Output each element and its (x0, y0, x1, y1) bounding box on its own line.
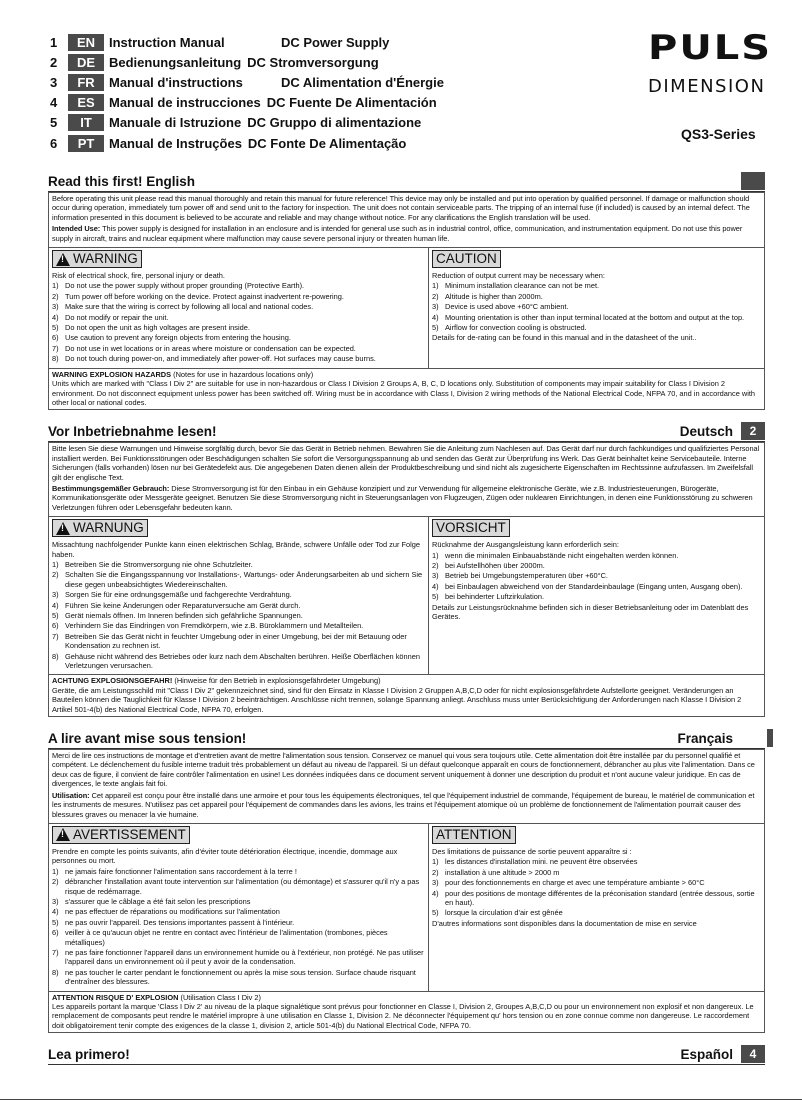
intended-use-text: This power supply is designed for installation in an enclosure and is intended for general use such as in industrial control, office, communication, and instrumentation equipment. Do not use this power supply in aircraft, trains and nuclear equipment where malfunction may cause severe personal injury or threaten human life. (52, 224, 743, 243)
logo-main: PULS (648, 28, 773, 68)
manual-title-row (50, 134, 406, 152)
intro-text (49, 193, 764, 248)
list-item: 4) Mounting orientation is other than input terminal located at the bottom and output at the top. (432, 312, 745, 322)
list-item: 5) lorsque la circulation d'air est gênée (432, 908, 563, 918)
sections (48, 174, 765, 1104)
intended-use (52, 224, 761, 243)
intro-paragraph: Bitte lesen Sie diese Warnungen und Hinweise sorgfältig durch, bevor Sie das Gerät in Betrieb nehmen. Bewahren Sie die Anleitung zum Nachlesen auf. Das Gerät darf nur durch fachkundiges und qualifiziertes Personal installiert werden. Bei Funktionsstörungen oder Beschädigungen schalten Sie sofort die Versorgungsspannung ab und senden das Gerät zur Überprüfung ins Werk. Das Gerät beinhaltet keine Servicebauteile. Interne Sicherungen (falls vorhanden) lösen nur bei Gerätedefekt aus. Die angegebenen Daten dienen allein der Produktbeschreibung und sind nicht als zugesicherte Eigenschaften im Rechtssinne aufzufassen. Im Zweifelsfall gilt der englische Text. (52, 444, 760, 482)
intended-use-label: Bestimmungsgemäßer Gebrauch: (52, 483, 170, 493)
section-title-de (48, 424, 765, 442)
list-item: 8) ne pas toucher le carter pendant le fonctionnement ou après la mise sous tension. Surface chaude risquant d'entraîner des blessures. (52, 967, 416, 987)
list-item: 3) pour des fonctionnements en charge et avec une température ambiante > 60°C (432, 878, 705, 888)
manual-subtitle: DC Gruppo di alimentazione (247, 114, 422, 130)
caution-outro: Details zur Leistungsrücknahme befinden sich in dieser Betriebsanleitung oder im Datenblatt des Gerätes. (432, 602, 749, 621)
manual-title: Instruction Manual (109, 34, 225, 50)
intro-text (49, 443, 764, 517)
list-item: 5) Airflow for convection cooling is obstructed. (432, 323, 587, 333)
list-item: 2) débrancher l'installation avant toute intervention sur l'alimentation (ou démontage) et s'assurer qu'il n'y a pas risque de redémarrage. (52, 877, 420, 896)
list-item: 8) Do not touch during power-on, and immediately after power-off. Hot surfaces may cause burns. (52, 354, 376, 364)
section-title-fr (48, 731, 765, 749)
list-item: 6) Verhindern Sie das Eindringen von Fremdkörpern, wie z.B. Büroklammern und Metallteilen. (52, 621, 364, 631)
explosion-warning (49, 369, 764, 410)
caution-label: ATTENTION (432, 826, 516, 844)
list-item: 3) Make sure that the wiring is correct by following all local and national codes. (52, 302, 314, 312)
warning-intro: Missachtung nachfolgender Punkte kann einen elektrischen Schlag, Brände, schwere Unfälle oder Tod zur Folge haben. (52, 540, 420, 559)
intended-use-text: Diese Stromversorgung ist für den Einbau in ein Gehäuse konzipiert und zur Verwendung für allgemeine elektronische Geräte, wie z.B. Industriesteuerungen, Bürogeräte, Kommunikationsgeräte oder Messgeräte geeignet. Benutzen Sie diese Stromversorgung nicht in Steuerungsanlagen von Flugzeugen, Zügen oder nuklearen Einrichtungen, in denen eine Funktionsstörung zu schweren Verletzungen führen oder Lebensgefahr bedeuten kann. (52, 483, 753, 512)
explosion-label: ATTENTION RISQUE D' EXPLOSION (52, 992, 179, 1002)
manual-title: Manual de instrucciones (109, 94, 261, 110)
explosion-label: WARNING EXPLOSION HAZARDS (52, 369, 172, 379)
list-item: 2) bei Aufstellhöhen über 2000m. (432, 560, 545, 570)
manual-title: Manual de Instruções (109, 135, 242, 151)
manual-subtitle: DC Stromversorgung (247, 54, 379, 70)
row-number: 2 (50, 54, 58, 70)
warning-triangle-icon (56, 253, 70, 266)
intended-use (52, 791, 761, 819)
caution-outro: Details for de-rating can be found in this manual and in the datasheet of the unit.. (432, 333, 697, 343)
language-badge: DE (68, 54, 104, 71)
language-badge: ES (68, 94, 104, 111)
list-item: 1) les distances d'installation mini. ne peuvent être observées (432, 857, 638, 867)
intended-use-label: Intended Use: (52, 224, 101, 234)
row-number: 6 (50, 135, 58, 151)
list-item: 1) Do not use the power supply without proper grounding (Protective Earth). (52, 281, 305, 291)
list-item: 5) Do not open the unit as high voltages are present inside. (52, 323, 250, 333)
logo-sub: DIMENSION (648, 76, 766, 97)
list-item: 2) installation à une altitude > 2000 m (432, 867, 560, 877)
safety-box-fr (48, 749, 765, 1033)
explosion-warning (49, 992, 764, 1033)
list-item: 3) Sorgen Sie für eine ordnungsgemäße und fachgerechte Verdrahtung. (52, 590, 292, 600)
list-item: 4) bei Einbaulagen abweichend von der Standardeinbaulage (Eingang unten, Ausgang oben). (432, 581, 743, 591)
manual-subtitle: DC Alimentation d'Énergie (281, 74, 444, 90)
list-item: 4) Führen Sie keine Änderungen oder Reparaturversuche am Gerät durch. (52, 600, 301, 610)
manual-title-row (50, 93, 437, 111)
page-marker: 2 (741, 422, 765, 440)
warning-column (49, 248, 429, 368)
explosion-warning (49, 675, 764, 716)
caution-list (432, 857, 761, 917)
row-number: 1 (50, 34, 58, 50)
list-item: 2) Schalten Sie die Eingangsspannung vor Installations-, Wartungs- oder Änderungsarbeiten ab und sichern Sie diese gegen unbeabsichtigtes Wiedereinschalten. (52, 570, 423, 589)
caution-label: VORSICHT (432, 519, 510, 537)
caution-intro: Rücknahme der Ausgangsleistung kann erforderlich sein: (432, 540, 619, 550)
manual-title: Manuale di Istruzione (109, 114, 242, 130)
list-item: 5) Gerät niemals öffnen. Im Inneren befinden sich gefährliche Spannungen. (52, 611, 303, 620)
manual-title-row (50, 113, 421, 131)
warning-column (49, 517, 429, 674)
list-item: 6) Use caution to prevent any foreign objects from entering the housing. (52, 333, 291, 343)
section-heading: Read this first! English (48, 174, 196, 189)
intended-use-label: Utilisation: (52, 790, 90, 800)
page-marker (741, 172, 765, 190)
manual-title-row (50, 73, 444, 91)
language-badge: EN (68, 34, 104, 51)
caution-intro: Des limitations de puissance de sortie peuvent apparaître si : (432, 846, 632, 856)
warning-list (52, 281, 425, 363)
warning-label: ! WARNUNG (52, 519, 148, 537)
language-label: Français (677, 731, 733, 747)
warning-column (49, 824, 429, 991)
intended-use-text: Cet appareil est conçu pour être installé dans une armoire et pour tous les équipements électroniques, tel que l'équipement industriel de commande, l'équipement de bureau, le matériel de communication et les instruments de mesures. N'utilisez pas cet appareil pour l'équipement de commandes dans les avions, les trains et l'équipement atomique où un problème de fonctionnement de l'alimentation pourrait causer des blessures graves ou menacer la vie humaine. (52, 790, 755, 819)
manual-subtitle: DC Power Supply (281, 34, 390, 50)
language-badge: PT (68, 135, 104, 152)
list-item: 3) s'assurer que le câblage a été fait selon les prescriptions (52, 896, 251, 906)
list-item: 3) Betrieb bei Umgebungstemperaturen über +60°C. (432, 571, 608, 581)
list-item: 6) veiller à ce qu'aucun objet ne rentre en contact avec l'intérieur de l'alimentation (trombones, pièces métalliques) (52, 928, 388, 947)
list-item: 4) Do not modify or repair the unit. (52, 312, 169, 322)
list-item: 1) ne jamais faire fonctionner l'alimentation sans raccordement à la terre ! (52, 866, 297, 876)
manual-title: Manual d'instructions (109, 74, 243, 90)
language-badge: FR (68, 74, 104, 91)
row-number: 4 (50, 94, 58, 110)
list-item: 7) ne pas faire fonctionner l'appareil dans un environnement humide ou à l'extérieur, non protégé. Ne pas utiliser l'appareil dans un environnement où il peut y avoir de la condensation. (52, 947, 424, 967)
section-heading: Vor Inbetriebnahme lesen! (48, 424, 217, 440)
explosion-note: (Hinweise für den Betrieb in explosionsgefährdeter Umgebung) (172, 676, 381, 686)
page-marker (767, 729, 773, 747)
manual-title: Bedienungsanleitung (109, 54, 242, 70)
explosion-text: Geräte, die am Leistungsschild mit "Class I Div 2" gekennzeichnet sind, sind für den Einsatz in Klasse I Division 2 Gruppen A,B,C,D oder für nicht explosionsgefährdete Aufstellorte geeignet. Veränderungen an Bauteilen können die Tauglichkeit für Klasse I Division 2 beeinträchtigen. Anschlüsse nicht trennen, solange Spannung anliegt. Anschluss muss unter Berücksichtigung der Anforderungen nach Klasse I Division 2 Artikel 501-4(b) des National Electrical Code, NFPA 70, erfolgen. (52, 685, 742, 714)
warning-triangle-icon (56, 828, 70, 841)
row-number: 3 (50, 74, 58, 90)
caution-list (432, 281, 761, 332)
list-item: 1) wenn die minimalen Einbauabstände nicht eingehalten werden können. (432, 550, 679, 560)
intro-text (49, 750, 764, 824)
caution-outro: D'autres informations sont disponibles dans la documentation de mise en service (432, 918, 697, 928)
section-heading: Lea primero! (48, 1047, 130, 1063)
warning-intro: Risk of electrical shock, fire, personal injury or death. (52, 271, 225, 281)
safety-box-en (48, 192, 765, 410)
intro-paragraph: Merci de lire ces instructions de montage et d'entretien avant de mettre l'alimentation sous tension. Conservez ce manuel qui vous sera toujours utile. Cette alimentation doit être installée par du personnel qualifié et compétent. Le déclenchement du fusible interne traduit très probablement un défaut au niveau de l'appareil. Si un défaut quelconque apparaît en cours de fonctionnement, débrancher au plus vite l'alimentation. Dans ce deux cas de figure, il convient de faire contrôler l'alimentation en usine! Les données indiquées dans ce document servent uniquement à donner une description du produit et n'ont aucune valeur juridique. En cas de divergences, le texte anglais fait foi. (52, 751, 755, 789)
warning-intro: Prendre en compte les points suivants, afin d'éviter toute détérioration électrique, incendie, dommage aux personnes ou mort. (52, 846, 398, 866)
section-heading: A lire avant mise sous tension! (48, 731, 247, 747)
list-item: 1) Minimum installation clearance can not be met. (432, 281, 600, 291)
series-label: QS3-Series (681, 126, 756, 142)
list-item: 2) Altitude is higher than 2000m. (432, 291, 543, 301)
list-item: 7) Do not use in wet locations or in areas where moisture or condensation can be expected. (52, 343, 356, 353)
language-label: Deutsch (679, 424, 733, 440)
intro-paragraph: Before operating this unit please read this manual thoroughly and retain this manual for future reference! This device may only be installed and put into operation by qualified personnel. If damage or malfunction should occur during operation, immediately turn power off and send unit to the factory for inspection. The unit does not contain serviceable parts. The tripping of an internal fuse (if included) is caused by an internal defect. The information presented in this document is believed to be accurate and reliable and may change without notice. For any clarifications the English translation will be used. (52, 194, 750, 222)
list-item: 4) ne pas effectuer de réparations ou modifications sur l'alimentation (52, 907, 280, 917)
caution-column (429, 248, 764, 368)
list-item: 8) Gehäuse nicht während des Betriebes oder kurz nach dem Abschalten berühren. Heiße Oberflächen können Verletzungen verursachen. (52, 651, 420, 671)
list-item: 1) Betreiben Sie die Stromversorgung nie ohne Schutzleiter. (52, 559, 253, 569)
warning-list (52, 560, 425, 670)
language-label: Español (680, 1047, 733, 1063)
explosion-note: (Utilisation Class I Div 2) (178, 992, 261, 1002)
explosion-label: ACHTUNG EXPLOSIONSGEFAHR! (52, 676, 173, 686)
warning-triangle-icon (56, 522, 70, 535)
explosion-text: Les appareils portant la marque 'Class I Div 2' au niveau de la plaque signalétique sont prévus pour fonctionner en Classe I, Division 2, Groupes A,B,C,D ou pour un environnement non explosif et non dangereux. Le remplacement de composants peut rendre le matériel impropre à une utilisation en Classe 1, Division 2. Ne déconnecter l'équipement qu' hors tension ou en zone connue comme non dangereuse. Le raccordement doit obligatoirement tenir compte des exigences de la classe 1, division 2, article 501-4(b) du National Electrical Code, NFPA 70. (52, 1002, 754, 1030)
caution-column (429, 824, 764, 991)
warning-label: ! WARNING (52, 250, 142, 268)
section-title-en (48, 174, 765, 192)
manual-title-row (50, 33, 389, 51)
manual-subtitle: DC Fonte De Alimentação (247, 135, 407, 151)
caution-intro: Reduction of output current may be necessary when: (432, 271, 605, 281)
list-item: 4) pour des positions de montage différentes de la préconisation standard (entrée dessous, sortie en haut). (432, 888, 755, 907)
explosion-text: Units which are marked with "Class I Div 2" are suitable for use in non-hazardous or Class I Division 2 Groups A, B, C, D locations only. Substitution of components may impair suitability for Class I Division 2 environment. Do not disconnect equipment unless power has been switched off. Wiring must be in accordance with Class I, Division 2 wiring methods of the National Electrical Code, NFPA 70, and in accordance with other local or national codes. (52, 379, 756, 407)
page-marker: 4 (741, 1045, 765, 1063)
row-number: 5 (50, 114, 58, 130)
section-title-es (48, 1047, 765, 1065)
warning-label: ! AVERTISSEMENT (52, 826, 190, 844)
list-item: 7) Betreiben Sie das Gerät nicht in feuchter Umgebung oder in einer Umgebung, bei der mit Betauung oder Kondensation zu rechnen ist. (52, 631, 407, 651)
puls-logo (648, 28, 773, 97)
manual-subtitle: DC Fuente De Alimentación (266, 94, 437, 110)
manual-title-row (50, 53, 379, 71)
caution-list (432, 551, 761, 602)
intended-use (52, 484, 761, 512)
safety-box-de (48, 442, 765, 717)
list-item: 2) Turn power off before working on the device. Protect against inadvertent re-powering. (52, 291, 344, 301)
list-item: 5) bei behinderter Luftzirkulation. (432, 592, 545, 602)
list-item: 5) ne pas ouvrir l'appareil. Des tensions importantes passent à l'intérieur. (52, 917, 295, 927)
list-item: 3) Device is used above +60°C ambient. (432, 302, 569, 312)
caution-column (429, 517, 764, 674)
explosion-note: (Notes for use in hazardous locations only) (171, 369, 314, 379)
warning-list (52, 867, 425, 987)
footer-rule (0, 1099, 802, 1100)
language-badge: IT (68, 114, 104, 131)
caution-label: CAUTION (432, 250, 501, 268)
